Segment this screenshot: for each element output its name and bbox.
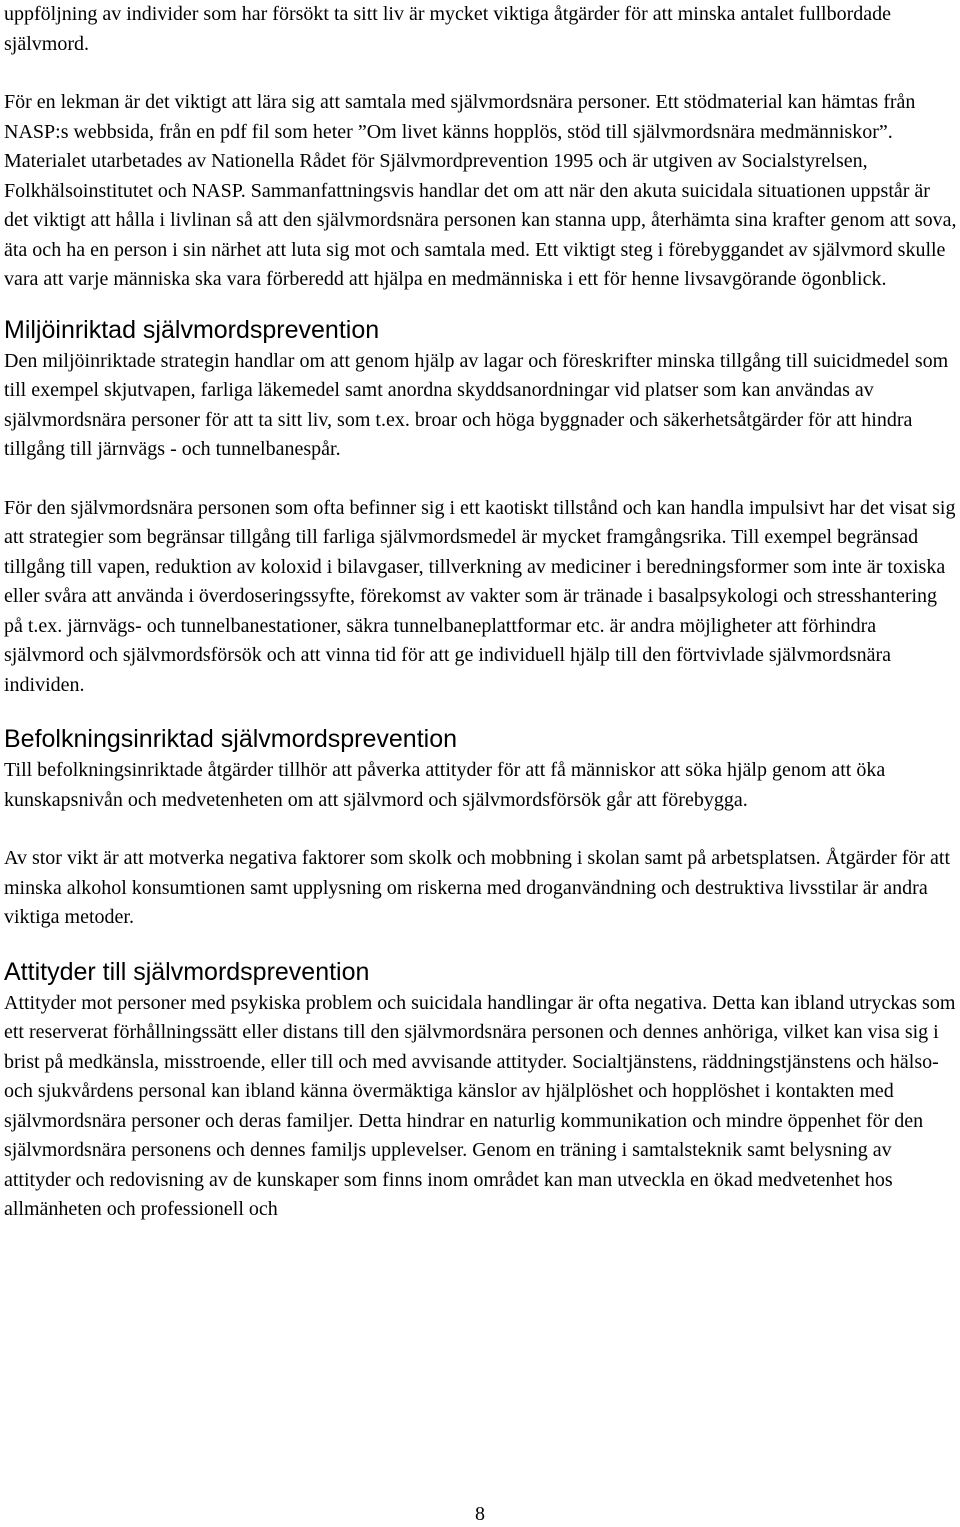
heading-attityder: Attityder till självmordsprevention xyxy=(4,957,370,986)
paragraph-miljo-2: För den självmordsnära personen som ofta befinner sig i ett kaotiskt tillstånd och kan handla impulsivt har det visat sig att strategier som begränsar tillgång till farliga självmordsmedel är mycket framgångsrika. Till exempel begränsad tillgång till vapen, reduktion av koloxid i bilavgaser, tillverkning av mediciner i beredningsformer som inte är toxiska eller svåra att använda i överdoseringssyfte, förekomst av vakter som är tränade i basalpsykologi och stresshantering på t.ex. järnvägs- och tunnelbanestationer, säkra tunnelbaneplattformar etc. är andra möjligheter att förhindra självmord och självmordsförsök och att vinna tid för att ge individuell hjälp till den förtvivlade självmordsnära individen. xyxy=(4,496,956,696)
paragraph-continuation: uppföljning av individer som har försökt ta sitt liv är mycket viktiga åtgärder för att minska antalet fullbordade självmord. xyxy=(4,3,891,55)
paragraph-attityder-1: Attityder mot personer med psykiska problem och suicidala handlingar är ofta negativa. Detta kan ibland utryckas som ett reserverat förhållningssätt eller distans till den självmordsnära personen och dennes anhöriga, vilket kan visa sig i brist på medkänsla, misstroende, eller till och med avvisande attityder. Socialtjänstens, räddningstjänstens och hälso-och sjukvårdens personal kan ibland känna övermäktiga känslor av hjälplöshet och hopplöshet i kontakten med självmordsnära personer och deras familjer. Detta hindrar en naturlig kommunikation och mindre öppenhet för den självmordsnära personens och dennes familjs upplevelser. Genom en träning i samtalsteknik samt belysning av attityder och redovisning av de kunskaper som finns inom området kan man utveckla en ökad medvetenhet hos allmänheten och professionell och xyxy=(4,991,956,1220)
heading-miljoinriktad: Miljöinriktad självmordsprevention xyxy=(4,315,380,344)
paragraph-lekman: För en lekman är det viktigt att lära sig att samtala med självmordsnära personer. Ett stödmaterial kan hämtas från NASP:s webbsida, från en pdf fil som heter ”Om livet känns hopplös, stöd till självmordsnära medmänniskor”. Materialet utarbetades av Nationella Rådet för Självmordprevention 1995 och är utgiven av Socialstyrelsen, Folkhälsoinstitutet och NASP. Sammanfattningsvis handlar det om att när den akuta suicidala situationen uppstår är det viktigt att hålla i livlinan så att den självmordsnära personen kan stanna upp, återhämta sina krafter genom att sova, äta och ha en person i sin närhet att luta sig mot och samtala med. Ett viktigt steg i förebyggandet av självmord skulle vara att varje människa ska vara förberedd att hjälpa en medmänniska i ett för henne livsavgörande ögonblick. xyxy=(4,91,957,290)
page-number: 8 xyxy=(475,1503,485,1525)
paragraph-befolkning-1: Till befolkningsinriktade åtgärder tillhör att påverka attityder för att få människor att söka hjälp genom att öka kunskapsnivån och medvetenheten om att självmord och självmordsförsök går att förebygga. xyxy=(4,759,886,811)
heading-befolkningsinriktad: Befolkningsinriktad självmordsprevention xyxy=(4,725,458,753)
document-page xyxy=(4,0,958,1225)
paragraph-befolkning-2: Av stor vikt är att motverka negativa faktorer som skolk och mobbning i skolan samt på arbetsplatsen. Åtgärder för att minska alkohol konsumtionen samt upplysning om riskerna med droganvändning och destruktiva livsstilar är andra viktiga metoder. xyxy=(4,847,951,928)
paragraph-miljo-1: Den miljöinriktade strategin handlar om att genom hjälp av lagar och föreskrifter minska tillgång till suicidmedel som till exempel skjutvapen, farliga läkemedel samt anordna skyddsanordningar vid platser som kan användas av självmordsnära personer för att ta sitt liv, som t.ex. broar och höga byggnader och säkerhetsåtgärder för att hindra tillgång till järnvägs - och tunnelbanespår. xyxy=(4,349,949,460)
